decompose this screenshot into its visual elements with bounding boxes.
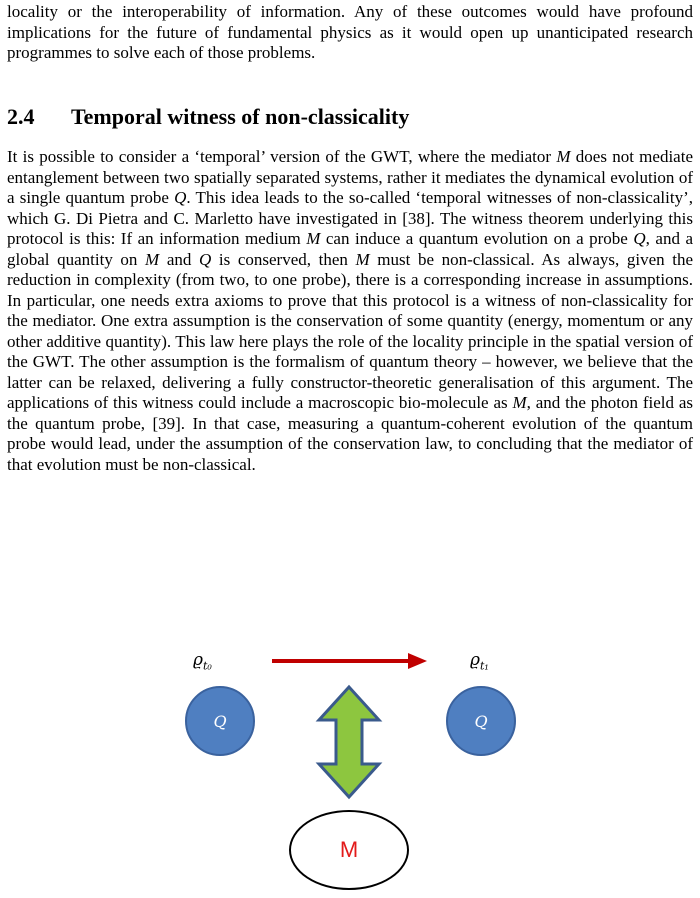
text-run: does not mediate entanglement between two spatially separated systems, rather it mediates the dynamical evolution of a single quantum probe <box>7 147 693 207</box>
math-symbol-q: Q <box>174 188 187 207</box>
math-symbol-m: M <box>556 147 571 166</box>
text-run: can induce a quantum evolution on a probe <box>320 229 634 248</box>
section-number: 2.4 <box>7 104 35 129</box>
math-symbol-m: M <box>512 393 527 412</box>
state-subscript: t₁ <box>480 659 489 673</box>
intro-paragraph: locality or the interoperability of information. Any of these outcomes would have profound implications for the future of fundamental physics as it would open up unanticipated research programmes to solve each of those problems. <box>7 2 693 62</box>
math-symbol-m: M <box>306 229 321 248</box>
text-run: . This idea leads to the so-called ‘temporal witnesses of non-classicality’, which G. Di Pietra and C. Marletto have investigated in [38]. The witness theorem underlying this protocol is this: If an information medium <box>7 188 693 248</box>
text-run: is conserved, then <box>211 249 356 269</box>
left-probe-circle <box>185 686 255 756</box>
section-title: Temporal witness of non-classicality <box>71 104 410 129</box>
math-symbol-q: Q <box>199 249 212 269</box>
mediator-ellipse <box>289 810 409 890</box>
section-heading <box>7 104 693 130</box>
mediator-label: M <box>339 837 359 862</box>
math-symbol-q: Q <box>633 229 646 248</box>
math-symbol-m: M <box>145 249 160 269</box>
probe-label: Q <box>213 711 227 731</box>
right-probe-circle <box>446 686 516 756</box>
probe-label: Q <box>474 711 488 731</box>
double-headed-arrow <box>319 687 379 797</box>
state-symbol: ϱ <box>470 650 480 670</box>
text-run: , and the photon field as the quantum probe, [39]. In that case, measuring a quantum-coherent evolution of the quantum probe would lead, under the assumption of the conservation law, to concluding that the mediator of that evolution must be non-classical. <box>7 393 693 474</box>
text-run: , and a global quantity on <box>7 229 693 269</box>
state-subscript: t₀ <box>203 659 212 673</box>
temporal-witness-figure <box>0 640 700 898</box>
state-symbol: ϱ <box>193 650 203 670</box>
body-paragraph <box>7 147 693 475</box>
text-run: must be non-classical. As always, given the reduction in complexity (from two, to one probe), there is a corresponding increase in assumptions. In particular, one needs extra axioms to prove that this protocol is a witness of non-classicality for the mediator. One extra assumption is the conservation of some quantity (energy, momentum or any other additive quantity). This law here plays the role of the locality principle in the spatial version of the GWT. The other assumption is the formalism of quantum theory – however, we believe that the latter can be relaxed, delivering a fully constructor-theoretic generalisation of this argument. The applications of this witness could include a macroscopic bio-molecule as <box>7 249 693 412</box>
text-run: and <box>159 249 199 269</box>
text-run: It is possible to consider a ‘temporal’ version of the GWT, where the mediator <box>7 147 557 166</box>
time-evolution-arrow <box>272 653 427 669</box>
math-symbol-m: M <box>355 249 370 269</box>
